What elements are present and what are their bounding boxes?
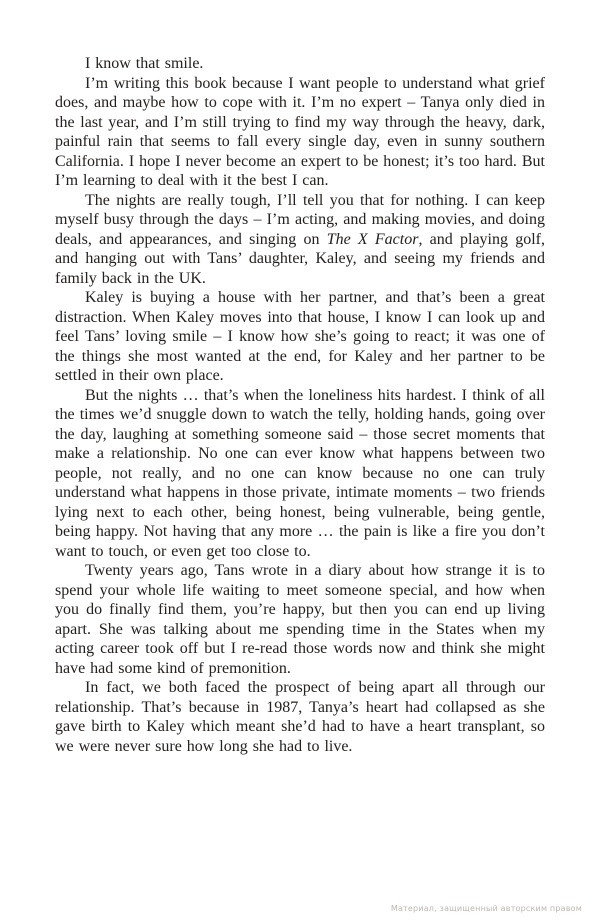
text-segment: Twenty years ago, Tans wrote in a diary about how strange it is to spend your whole life waiting to meet someone special, and how when you do finally find them, you’re happy, but then you can end up living apart. She was talking about me spending time in the States when my acting career took off but I re-read those words now and think she might have had some kind of premonition. <box>55 562 545 677</box>
paragraph <box>55 678 545 756</box>
paragraph <box>55 54 545 74</box>
text-segment: But the nights … that’s when the loneliness hits hardest. I think of all the times we’d snuggle down to watch the telly, holding hands, going over the day, laughing at something someone said – those secret moments that make a relationship. No one can ever know what happens between two people, not really, and no one can know because no one can truly understand what happens in those private, intimate moments – two friends lying next to each other, being honest, being vulnerable, being gentle, being happy. Not having that any more … the pain is like a fire you don’t want to touch, or even get too close to. <box>55 386 545 560</box>
paragraph <box>55 191 545 289</box>
paragraph <box>55 561 545 678</box>
text-segment: , and playing golf, and hanging out with Tans’ daughter, Kaley, and seeing my friends and family back in the UK. <box>55 230 545 287</box>
paragraph <box>55 288 545 386</box>
italic-text-segment: The X Factor <box>326 230 419 248</box>
text-segment: I’m writing this book because I want people to understand what grief does, and maybe how to cope with it. I’m no expert – Tanya only died in the last year, and I’m still trying to find my way through the heavy, dark, painful rain that seems to fall every single day, even in sunny southern California. I hope I never become an expert to be honest; it’s too hard. But I’m learning to deal with it the best I can. <box>55 74 545 189</box>
paragraph <box>55 386 545 562</box>
text-segment: I know that smile. <box>85 55 204 72</box>
text-segment: Kaley is buying a house with her partner, and that’s been a great distraction. When Kaley moves into that house, I know I can look up and feel Tans’ loving smile – I know how she’s going to react; it was one of the things she most wanted at the end, for Kaley and her partner to be settled in their own place. <box>55 289 545 384</box>
text-segment: In fact, we both faced the prospect of being apart all through our relationship. That’s because in 1987, Tanya’s heart had collapsed as she gave birth to Kaley which meant she’d had to have a heart transplant, so we were never sure how long she had to live. <box>55 679 545 755</box>
text-segment: The nights are really tough, I’ll tell you that for nothing. I can keep myself busy through the days – I’m acting, and making movies, and doing deals, and appearances, and singing on <box>55 191 545 248</box>
copyright-watermark: Материал, защищенный авторским правом <box>390 904 582 913</box>
page-text <box>55 54 545 756</box>
paragraph <box>55 74 545 191</box>
